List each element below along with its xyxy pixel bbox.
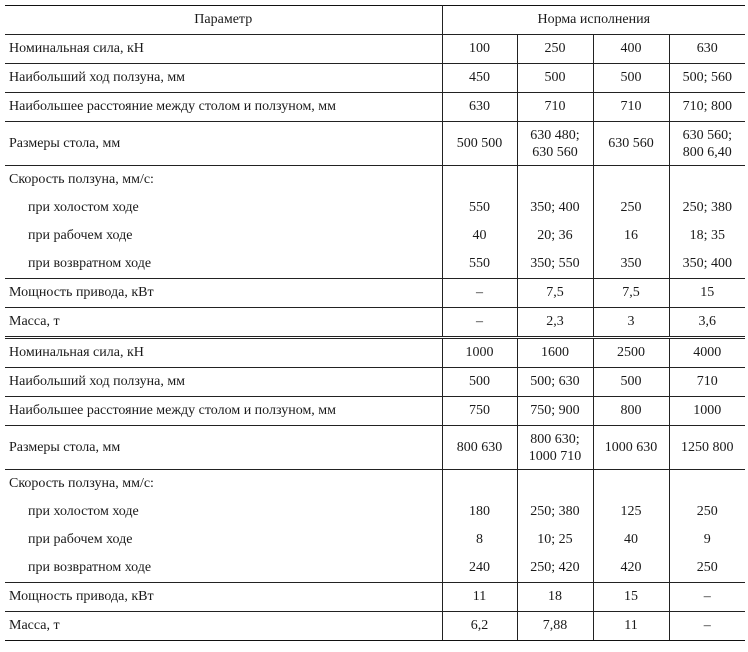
cell: 500 — [593, 368, 669, 397]
table-row — [5, 498, 745, 526]
row-label: при холостом ходе — [5, 194, 442, 222]
cell-line: 800 6,40 — [682, 144, 732, 160]
row-label: Мощность привода, кВт — [5, 279, 442, 308]
table-row — [5, 554, 745, 583]
cell: 250 — [669, 498, 745, 526]
row-label: Масса, т — [5, 308, 442, 338]
row-label: Мощность привода, кВт — [5, 583, 442, 612]
header-param: Параметр — [5, 6, 442, 35]
row-label: Скорость ползуна, мм/с: — [5, 470, 442, 499]
cell: 100 — [442, 35, 517, 64]
cell: – — [669, 612, 745, 641]
row-label: при рабочем ходе — [5, 526, 442, 554]
cell: 15 — [669, 279, 745, 308]
cell: 250 — [669, 554, 745, 583]
cell: – — [442, 279, 517, 308]
cell: 350; 400 — [669, 250, 745, 279]
cell: 500 — [593, 64, 669, 93]
table-row — [5, 35, 745, 64]
cell: 250 — [517, 35, 593, 64]
cell-line: 1250 800 — [681, 440, 734, 455]
cell — [517, 426, 593, 470]
table-row — [5, 93, 745, 122]
cell: 1000 — [669, 397, 745, 426]
cell: 1000 — [442, 338, 517, 368]
cell-line: 800 630 — [456, 440, 503, 455]
cell — [442, 426, 517, 470]
cell — [442, 470, 517, 499]
table-row — [5, 397, 745, 426]
cell: 240 — [442, 554, 517, 583]
row-label: Наибольший ход ползуна, мм — [5, 64, 442, 93]
cell-line: 800 630; — [530, 431, 580, 447]
table-row — [5, 122, 745, 166]
row-label: при возвратном ходе — [5, 250, 442, 279]
cell: 40 — [593, 526, 669, 554]
cell: 16 — [593, 222, 669, 250]
cell: 750; 900 — [517, 397, 593, 426]
cell-line: 630 560 — [532, 144, 578, 160]
table-row — [5, 250, 745, 279]
cell — [593, 470, 669, 499]
cell: 710 — [669, 368, 745, 397]
cell: 400 — [593, 35, 669, 64]
cell: 420 — [593, 554, 669, 583]
cell: 6,2 — [442, 612, 517, 641]
cell: 710 — [593, 93, 669, 122]
section-1 — [5, 35, 745, 338]
cell: 18; 35 — [669, 222, 745, 250]
cell — [593, 426, 669, 470]
cell: 180 — [442, 498, 517, 526]
cell — [442, 166, 517, 195]
cell: 800 — [593, 397, 669, 426]
cell — [593, 166, 669, 195]
cell — [517, 470, 593, 499]
cell — [669, 470, 745, 499]
cell: 500 — [442, 368, 517, 397]
cell — [669, 122, 745, 166]
header-row — [5, 6, 745, 35]
cell: 710; 800 — [669, 93, 745, 122]
cell: 630 — [442, 93, 517, 122]
cell: 630 — [669, 35, 745, 64]
cell: 40 — [442, 222, 517, 250]
table-row — [5, 279, 745, 308]
cell: 250; 380 — [669, 194, 745, 222]
table-row — [5, 64, 745, 93]
row-label: Масса, т — [5, 612, 442, 641]
table-row — [5, 166, 745, 195]
cell: 8 — [442, 526, 517, 554]
cell: 20; 36 — [517, 222, 593, 250]
cell: 18 — [517, 583, 593, 612]
cell: 3 — [593, 308, 669, 338]
cell-line: 500 500 — [456, 136, 503, 151]
cell: 3,6 — [669, 308, 745, 338]
table-row — [5, 612, 745, 641]
cell: – — [442, 308, 517, 338]
section-2 — [5, 338, 745, 641]
row-label: Наибольший ход ползуна, мм — [5, 368, 442, 397]
cell: 250; 420 — [517, 554, 593, 583]
row-label: при возвратном ходе — [5, 554, 442, 583]
cell: 750 — [442, 397, 517, 426]
cell-line: 630 560; — [682, 127, 732, 143]
cell — [517, 122, 593, 166]
cell: 1600 — [517, 338, 593, 368]
cell: 710 — [517, 93, 593, 122]
table-row — [5, 308, 745, 338]
cell: 350; 550 — [517, 250, 593, 279]
cell-line: 630 560 — [608, 136, 654, 151]
cell: 500; 560 — [669, 64, 745, 93]
row-label: при рабочем ходе — [5, 222, 442, 250]
cell — [442, 122, 517, 166]
table-row — [5, 470, 745, 499]
table-row — [5, 194, 745, 222]
cell: – — [669, 583, 745, 612]
cell: 4000 — [669, 338, 745, 368]
cell: 2500 — [593, 338, 669, 368]
row-label: Размеры стола, мм — [5, 122, 442, 166]
row-label: Размеры стола, мм — [5, 426, 442, 470]
row-label: Наибольшее расстояние между столом и ползуном, мм — [5, 397, 442, 426]
cell: 500; 630 — [517, 368, 593, 397]
cell: 250 — [593, 194, 669, 222]
cell: 550 — [442, 250, 517, 279]
table-row — [5, 338, 745, 368]
table-row — [5, 526, 745, 554]
row-label: Наибольшее расстояние между столом и ползуном, мм — [5, 93, 442, 122]
cell-line: 1000 630 — [604, 440, 658, 455]
cell — [669, 426, 745, 470]
cell-line: 630 480; — [530, 127, 580, 143]
cell: 550 — [442, 194, 517, 222]
cell — [593, 122, 669, 166]
cell: 9 — [669, 526, 745, 554]
cell: 500 — [517, 64, 593, 93]
cell — [669, 166, 745, 195]
cell: 125 — [593, 498, 669, 526]
row-label: Номинальная сила, кН — [5, 338, 442, 368]
cell: 7,88 — [517, 612, 593, 641]
cell: 350; 400 — [517, 194, 593, 222]
cell: 15 — [593, 583, 669, 612]
row-label: при холостом ходе — [5, 498, 442, 526]
cell: 450 — [442, 64, 517, 93]
cell: 350 — [593, 250, 669, 279]
row-label: Скорость ползуна, мм/с: — [5, 166, 442, 195]
cell-line: 1000 710 — [528, 448, 582, 464]
cell: 11 — [442, 583, 517, 612]
cell: 250; 380 — [517, 498, 593, 526]
row-label: Номинальная сила, кН — [5, 35, 442, 64]
cell — [517, 166, 593, 195]
table-row — [5, 426, 745, 470]
table-row — [5, 583, 745, 612]
table-row — [5, 368, 745, 397]
cell: 7,5 — [593, 279, 669, 308]
cell: 7,5 — [517, 279, 593, 308]
spec-table — [5, 5, 745, 641]
table-row — [5, 222, 745, 250]
cell: 11 — [593, 612, 669, 641]
header-norm: Норма исполнения — [442, 6, 745, 35]
cell: 2,3 — [517, 308, 593, 338]
cell: 10; 25 — [517, 526, 593, 554]
